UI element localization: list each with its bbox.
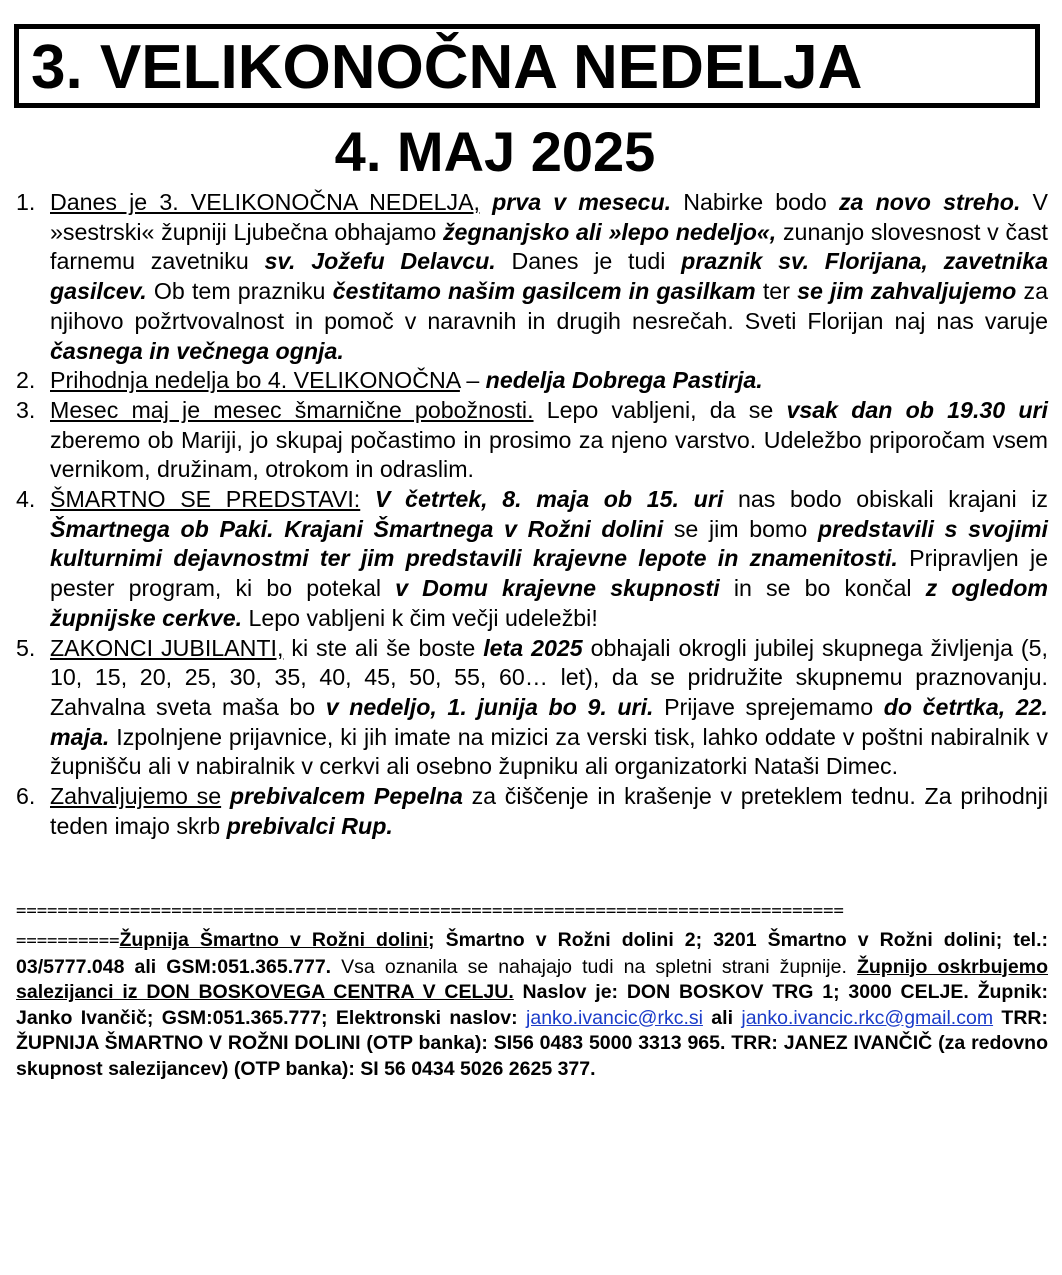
announcement-item	[14, 634, 1048, 783]
announcement-number: 2.	[16, 367, 36, 394]
announcement-emphasis: Šmartnega ob Paki. Krajani Šmartnega v Rožni dolini	[50, 515, 664, 542]
announcement-emphasis: vsak dan ob 19.30 uri	[786, 396, 1048, 423]
announcement-text	[221, 783, 230, 809]
announcement-emphasis: žegnanjsko ali »lepo nedeljo«,	[442, 218, 777, 245]
announcement-emphasis: čestitamo našim gasilcem in gasilkam	[332, 278, 756, 305]
email-link-2[interactable]: janko.ivancic.rkc@gmail.com	[741, 1006, 994, 1029]
announcement-text: –	[459, 367, 486, 394]
announcement-emphasis: V četrtek, 8. maja ob 15. uri	[374, 486, 724, 513]
announcement-item	[14, 188, 1048, 366]
announcement-emphasis: praznik sv. Florijana, zavetnika gasilcev.	[50, 248, 1048, 305]
announcement-text: Lepo vabljeni, da se	[533, 396, 787, 423]
announcement-text: Ob tem prazniku	[146, 278, 333, 305]
announcement-emphasis: se jim zahvaljujemo	[797, 278, 1017, 305]
announcement-number: 6.	[16, 783, 36, 810]
announcement-item	[14, 396, 1048, 485]
announcement-emphasis: časnega in večnega ognja.	[50, 337, 344, 364]
page-title: 3. VELIKONOČNA NEDELJA	[31, 33, 863, 102]
announcement-number: 1.	[16, 189, 36, 215]
announcement-text: zberemo ob Mariji, jo skupaj počastimo in prosimo za njeno varstvo. Udeležbo priporočam vsem vernikom, družinam, otrokom in odraslim.	[50, 426, 1048, 483]
date-heading: 4. MAJ 2025	[334, 120, 656, 183]
salesians-note: Župnijo oskrbujemo salezijanci iz DON BOSKOVEGA CENTRA V CELJU.	[16, 955, 1048, 1003]
announcement-heading: Prihodnja nedelja bo 4. VELIKONOČNA	[50, 367, 460, 394]
announcement-number: 5.	[16, 634, 36, 661]
announcement-item	[14, 366, 1048, 396]
announcement-text: obhajali okrogli jubilej skupnega življenja (5, 10, 15, 20, 25, 30, 35, 40, 45, 50, 55, 60… let), da se pridružite skupnemu praznovanju. Zahvalna sveta maša bo	[50, 634, 1048, 720]
parish-name: Župnija Šmartno v Rožni dolini;	[119, 929, 435, 951]
announcement-text: Izpolnjene prijavnice, ki jih imate na mizici za verski tisk, lahko oddate v poštni nabiralnik v župnišču ali v nabiralnik v cerkvi ali osebno župniku ali organizatorki Nataši Dimec.	[50, 723, 1048, 780]
announcement-emphasis: leta 2025	[483, 634, 583, 661]
bank-accounts: TRR: ŽUPNIJA ŠMARTNO V ROŽNI DOLINI (OTP banka): SI56 0483 5000 3313 965. TRR: JANEZ IVANČIČ (za redovno skupnost salezijancev) (OTP banka): SI 56 0434 5026 2625 377.	[16, 1006, 1048, 1080]
announcement-text: V »sestrski« župniji Ljubečna obhajamo	[50, 189, 1049, 245]
announcement-emphasis: v Domu krajevne skupnosti	[395, 575, 720, 602]
announcement-list	[14, 188, 1048, 841]
announcement-number: 4.	[16, 486, 36, 513]
announcement-heading: Zahvaljujemo se	[50, 783, 222, 810]
announcement-text: se jim bomo	[663, 515, 818, 542]
announcement-text: Lepo vabljeni k čim večji udeležbi!	[242, 604, 598, 631]
announcement-text: zunanjo slovesnost v čast farnemu zavetniku	[50, 218, 1048, 275]
footer-eq-prefix: ==========	[16, 931, 120, 951]
announcement-item	[14, 485, 1048, 634]
announcement-text: Danes je tudi	[495, 248, 682, 275]
announcement-item	[14, 782, 1048, 841]
announcement-text: Prijave sprejemamo	[653, 693, 884, 720]
announcement-heading: Danes je 3. VELIKONOČNA NEDELJA,	[50, 189, 480, 215]
announcement-heading: Mesec maj je mesec šmarnične pobožnosti.	[50, 396, 534, 423]
announcement-number: 3.	[16, 396, 36, 423]
announcement-text: Pripravljen je pester program, ki bo potekal	[50, 545, 1048, 602]
announcement-text	[360, 486, 375, 512]
announcement-emphasis: za novo streho.	[838, 189, 1021, 215]
announcement-emphasis: prebivalcem Pepelna	[229, 783, 463, 810]
announcement-text	[480, 189, 492, 215]
announcement-emphasis: z ogledom župnijske cerkve.	[50, 575, 1048, 631]
footer	[16, 928, 1048, 1082]
announcement-emphasis: do četrtka, 22. maja.	[50, 693, 1048, 750]
website-note: Vsa oznanila se nahajajo tudi na spletni strani župnije.	[331, 955, 857, 978]
or-text: ali	[702, 1006, 742, 1029]
announcement-text: nas bodo obiskali krajani iz	[723, 486, 1049, 513]
address-contact: Naslov je: DON BOSKOV TRG 1; 3000 CELJE. Župnik: Janko Ivančič; GSM:051.365.777; Elektronski naslov:	[16, 981, 1049, 1029]
separator-line: ================================================================================	[16, 901, 844, 921]
announcement-text: za njihovo požrtvovalnost in pomoč v naravnih in drugih nesrečah. Sveti Florijan naj nas varuje	[50, 278, 1049, 334]
announcement-emphasis: nedelja Dobrega Pastirja.	[485, 367, 763, 394]
announcement-emphasis: sv. Jožefu Delavcu.	[264, 248, 496, 275]
announcement-text: in se bo končal	[719, 575, 926, 602]
announcement-emphasis: prva v mesecu.	[492, 189, 672, 215]
address-phone: Šmartno v Rožni dolini 2; 3201 Šmartno v Rožni dolini; tel.: 03/5777.048 ali GSM:051.365.777.	[16, 929, 1048, 978]
title-box	[14, 24, 1040, 108]
email-link-1[interactable]: janko.ivancic@rkc.si	[526, 1006, 703, 1029]
announcement-emphasis: prebivalci Rup.	[226, 812, 393, 839]
announcement-emphasis: predstavili s svojimi kulturnimi dejavnostmi ter jim predstavili krajevne lepote in znamenitosti.	[50, 515, 1048, 572]
announcement-text: ter	[755, 278, 798, 305]
announcement-emphasis: v nedeljo, 1. junija bo 9. uri.	[325, 693, 654, 720]
announcement-heading: ZAKONCI JUBILANTI,	[50, 634, 284, 661]
announcement-text: ki ste ali še boste	[283, 634, 484, 661]
announcement-heading: ŠMARTNO SE PREDSTAVI:	[50, 486, 361, 513]
announcement-text: za čiščenje in krašenje v preteklem tednu. Za prihodnji teden imajo skrb	[50, 783, 1048, 839]
announcement-text: Nabirke bodo	[671, 189, 839, 215]
